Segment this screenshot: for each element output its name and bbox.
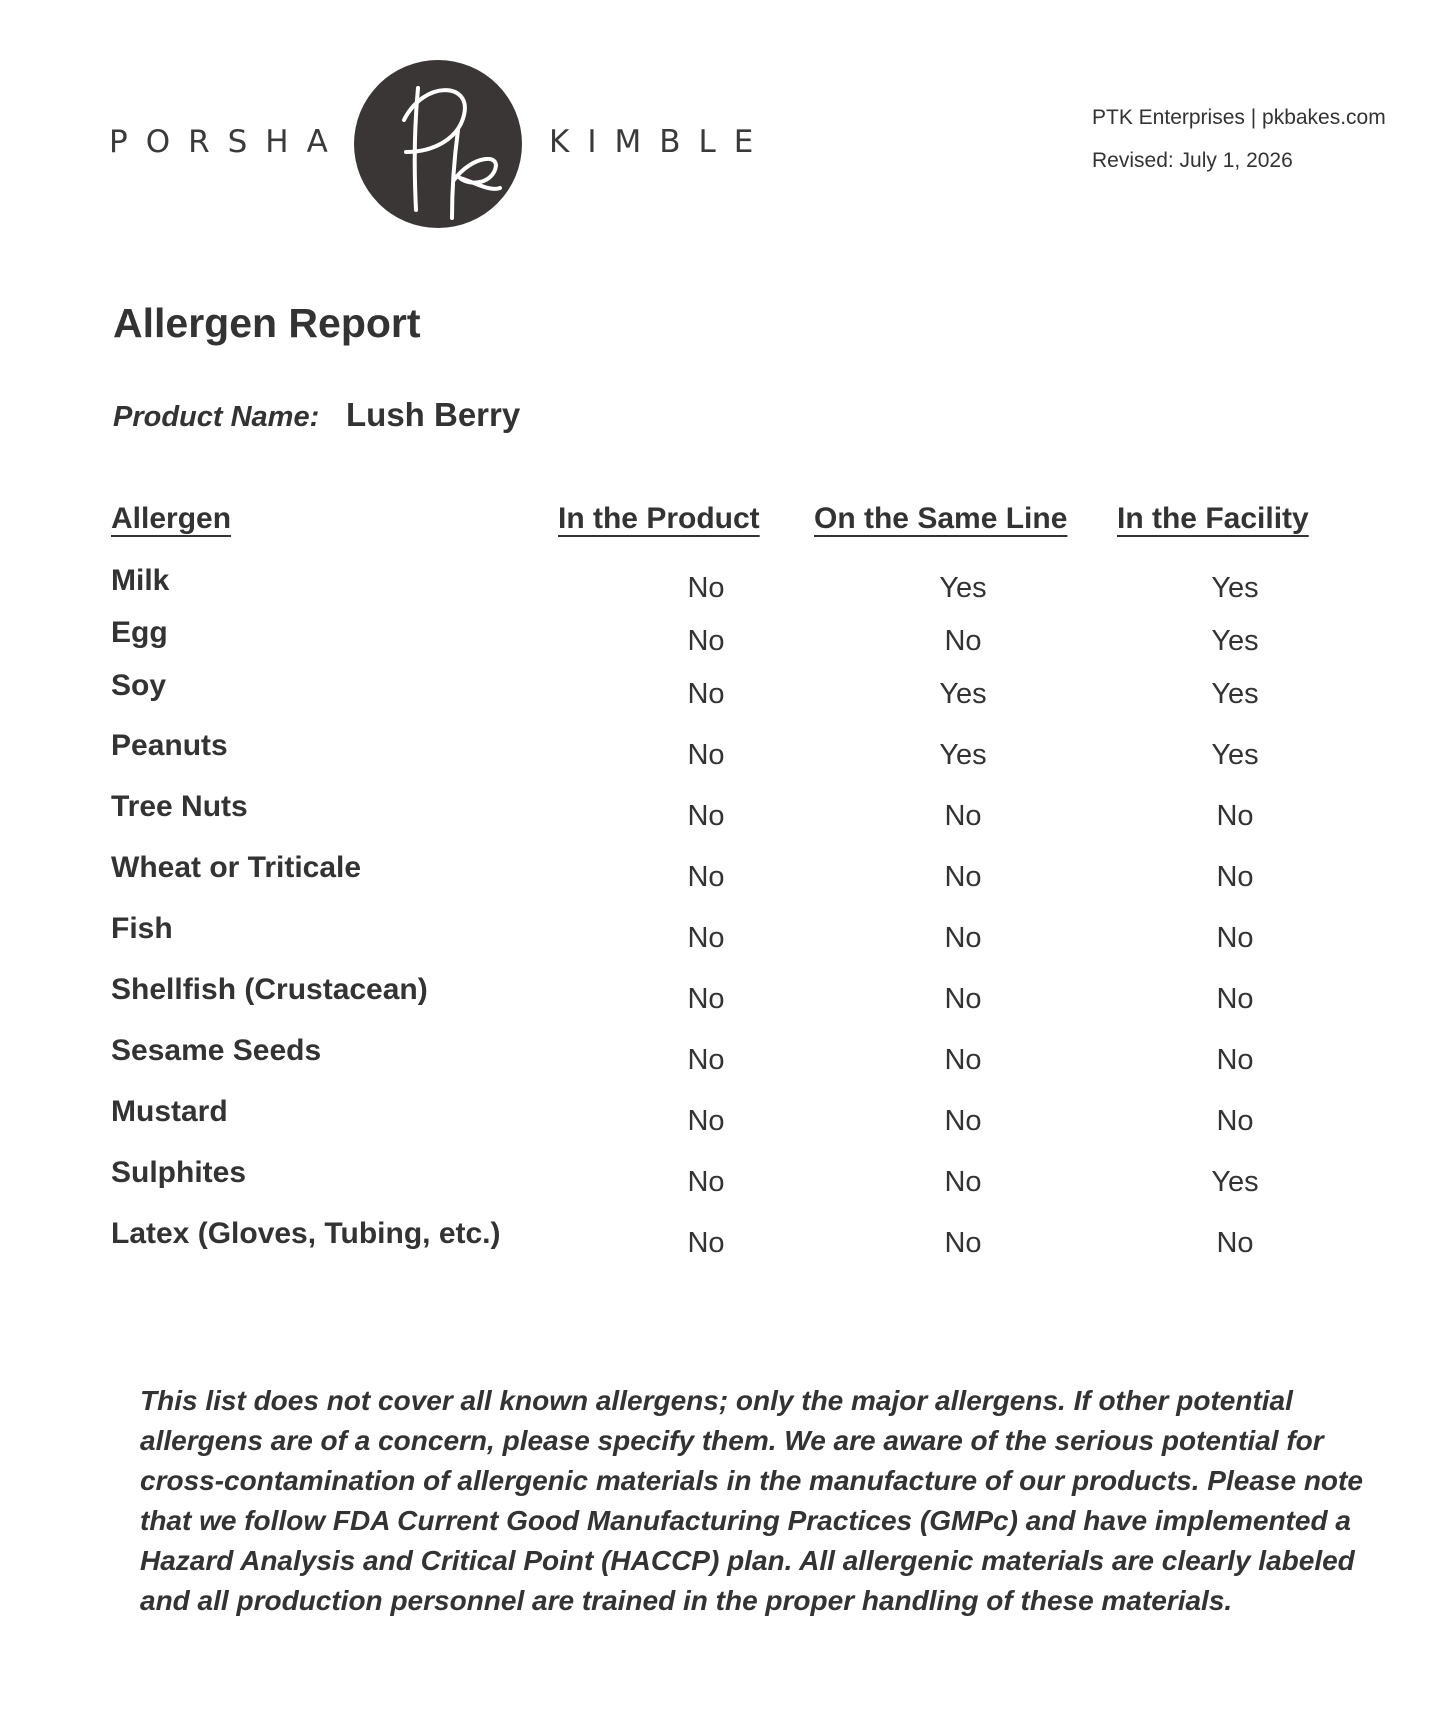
column-header-in-product: In the Product (558, 502, 760, 535)
logo-left-word: PORSHA (109, 124, 346, 160)
in-product-value: No (687, 1044, 725, 1076)
in-product-value: No (687, 678, 725, 710)
in-facility-value: No (1216, 1044, 1254, 1076)
in-product-value: No (687, 983, 725, 1015)
in-facility-value: No (1216, 1227, 1254, 1259)
company-line: PTK Enterprises | pkbakes.com (1092, 106, 1386, 129)
allergen-name: Mustard (111, 1095, 228, 1128)
in-product-value: No (687, 922, 725, 954)
same-line-value: Yes (939, 678, 987, 710)
in-facility-value: Yes (1211, 572, 1259, 604)
page-title: Allergen Report (113, 300, 421, 346)
in-facility-value: No (1216, 983, 1254, 1015)
allergen-name: Sulphites (111, 1156, 247, 1189)
in-facility-value: No (1216, 922, 1254, 954)
in-product-value: No (687, 625, 725, 657)
allergen-name: Fish (111, 912, 173, 945)
same-line-value: No (944, 983, 982, 1015)
allergen-name: Tree Nuts (111, 790, 248, 823)
column-header-same-line: On the Same Line (814, 502, 1068, 535)
allergen-name: Wheat or Triticale (111, 851, 362, 884)
revised-date: Revised: July 1, 2026 (1092, 149, 1293, 172)
allergen-name: Peanuts (111, 729, 228, 762)
header-info (1092, 96, 1386, 182)
in-product-value: No (687, 861, 725, 893)
in-product-value: No (687, 1166, 725, 1198)
in-product-value: No (687, 572, 725, 604)
same-line-value: No (944, 1166, 982, 1198)
allergen-name: Sesame Seeds (111, 1034, 322, 1067)
in-facility-value: Yes (1211, 739, 1259, 771)
same-line-value: No (944, 625, 982, 657)
same-line-value: No (944, 861, 982, 893)
same-line-value: No (944, 922, 982, 954)
column-header-in-facility: In the Facility (1117, 502, 1309, 535)
allergen-name: Soy (111, 669, 167, 702)
in-facility-value: Yes (1211, 678, 1259, 710)
in-facility-value: No (1216, 861, 1254, 893)
product-name-label: Product Name: (113, 401, 320, 433)
column-header-allergen: Allergen (111, 502, 232, 535)
in-facility-value: No (1216, 800, 1254, 832)
in-product-value: No (687, 1227, 725, 1259)
allergen-name: Latex (Gloves, Tubing, etc.) (111, 1217, 501, 1250)
same-line-value: No (944, 1227, 982, 1259)
same-line-value: No (944, 1105, 982, 1137)
allergen-name: Milk (111, 564, 170, 597)
logo-monogram (354, 60, 522, 228)
same-line-value: No (944, 1044, 982, 1076)
in-product-value: No (687, 800, 725, 832)
same-line-value: No (944, 800, 982, 832)
in-product-value: No (687, 739, 725, 771)
in-facility-value: No (1216, 1105, 1254, 1137)
in-facility-value: Yes (1211, 1166, 1259, 1198)
allergen-name: Egg (111, 616, 168, 649)
allergen-name: Shellfish (Crustacean) (111, 973, 428, 1006)
disclaimer-text: This list does not cover all known allergens; only the major allergens. If other potential allergens are of a concern, please specify them. We are aware of the serious potential for cross-contamination of allergenic materials in the manufacture of our products. Please note that we follow FDA Current Good Manufacturing Practices (GMPc) and have implemented a Hazard Analysis and Critical Point (HACCP) plan. All allergenic materials are clearly labeled and all production personnel are trained in the proper handling of these materials. (140, 1385, 1363, 1616)
in-facility-value: Yes (1211, 625, 1259, 657)
product-name-value: Lush Berry (346, 396, 521, 433)
same-line-value: Yes (939, 572, 987, 604)
same-line-value: Yes (939, 739, 987, 771)
in-product-value: No (687, 1105, 725, 1137)
logo-right-word: KIMBLE (549, 124, 772, 160)
